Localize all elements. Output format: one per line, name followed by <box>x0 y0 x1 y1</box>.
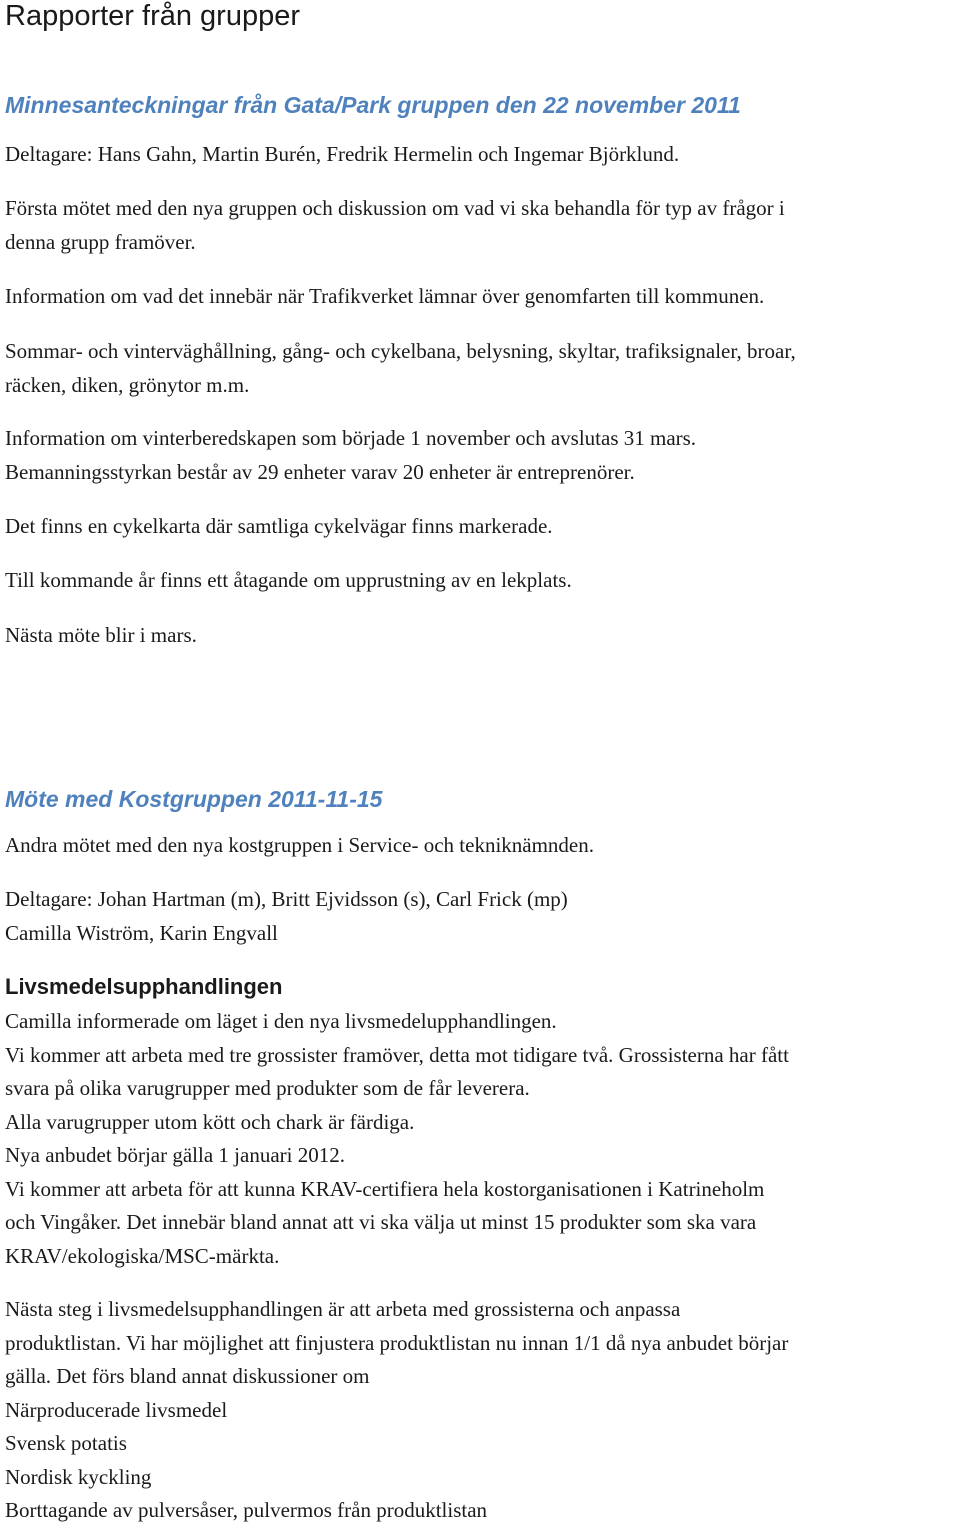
paragraph-line: och Vingåker. Det innebär bland annat att vi ska välja ut minst 15 produkter som ska vara <box>5 1210 757 1234</box>
paragraph-next-meeting <box>5 619 197 653</box>
paragraph-line: Närproducerade livsmedel <box>5 1397 228 1422</box>
paragraph-line: produktlistan. Vi har möjlighet att finjustera produktlistan nu innan 1/1 då nya anbudet börjar <box>5 1330 789 1355</box>
paragraph-line: Deltagare: Johan Hartman (m), Britt Ejvidsson (s), Carl Frick (mp) <box>5 887 568 911</box>
paragraph-participants <box>5 138 679 172</box>
paragraph-line: Bemanningsstyrkan består av 29 enheter varav 20 enheter är entreprenörer. <box>5 459 635 484</box>
paragraph-line: Nästa steg i livsmedelsupphandlingen är att arbeta med grossisterna och anpassa <box>5 1297 681 1321</box>
paragraph-line: Camilla Wiström, Karin Engvall <box>5 920 278 945</box>
paragraph-line: Vi kommer att arbeta för att kunna KRAV-certifiera hela kostorganisationen i Katrineholm <box>5 1176 765 1201</box>
paragraph-line: Nordisk kyckling <box>5 1464 152 1489</box>
paragraph-line: Sommar- och vinterväghållning, gång- och cykelbana, belysning, skyltar, trafiksignaler, broar, <box>5 339 796 363</box>
section-heading-gata-park: Minnesanteckningar från Gata/Park gruppen den 22 november 2011 <box>5 92 741 118</box>
paragraph-kost-participants <box>5 883 568 950</box>
paragraph-line: Information om vad det innebär när Trafikverket lämnar över genomfarten till kommunen. <box>5 284 765 308</box>
paragraph-line: gälla. Det förs bland annat diskussioner om <box>5 1364 370 1388</box>
paragraph-line: Det finns en cykelkarta där samtliga cykelvägar finns markerade. <box>5 514 553 538</box>
paragraph-line: räcken, diken, grönytor m.m. <box>5 372 250 397</box>
paragraph-line: Andra mötet med den nya kostgruppen i Service- och tekniknämnden. <box>5 833 595 857</box>
paragraph-next-steps <box>5 1293 788 1528</box>
paragraph-line: Alla varugrupper utom kött och chark är färdiga. <box>5 1109 415 1134</box>
paragraph-line: Första mötet med den nya gruppen och diskussion om vad vi ska behandla för typ av frågor i <box>5 196 785 220</box>
paragraph-line: svara på olika varugrupper med produkter som de får leverera. <box>5 1076 530 1100</box>
paragraph-playground <box>5 564 572 598</box>
paragraph-line: Svensk potatis <box>5 1431 127 1455</box>
paragraph-line: Nya anbudet börjar gälla 1 januari 2012. <box>5 1143 345 1167</box>
paragraph-line: KRAV/ekologiska/MSC-märkta. <box>5 1243 280 1268</box>
paragraph-line: Nästa möte blir i mars. <box>5 623 197 647</box>
page-title: Rapporter från grupper <box>5 0 300 32</box>
paragraph-bike-map <box>5 510 553 544</box>
subheading-livsmedelsupphandlingen: Livsmedelsupphandlingen <box>5 974 283 999</box>
paragraph-line: Borttagande av pulversåser, pulvermos från produktlistan <box>5 1498 488 1522</box>
paragraph-procurement-status <box>5 1005 789 1273</box>
paragraph-line: Vi kommer att arbeta med tre grossister framöver, detta mot tidigare två. Grossisterna har fått <box>5 1042 789 1067</box>
paragraph-trafikverket <box>5 280 764 314</box>
paragraph-first-meeting <box>5 192 785 259</box>
paragraph-winter-readiness <box>5 422 696 489</box>
paragraph-line: Deltagare: Hans Gahn, Martin Burén, Fredrik Hermelin och Ingemar Björklund. <box>5 142 680 166</box>
paragraph-line: Information om vinterberedskapen som började 1 november och avslutas 31 mars. <box>5 426 697 450</box>
paragraph-line: denna grupp framöver. <box>5 229 196 254</box>
paragraph-second-meeting <box>5 829 594 863</box>
paragraph-line: Till kommande år finns ett åtagande om upprustning av en lekplats. <box>5 568 572 592</box>
paragraph-line: Camilla informerade om läget i den nya livsmedelupphandlingen. <box>5 1009 557 1033</box>
section-heading-kostgruppen: Möte med Kostgruppen 2011-11-15 <box>5 786 383 812</box>
paragraph-maintenance <box>5 335 796 402</box>
